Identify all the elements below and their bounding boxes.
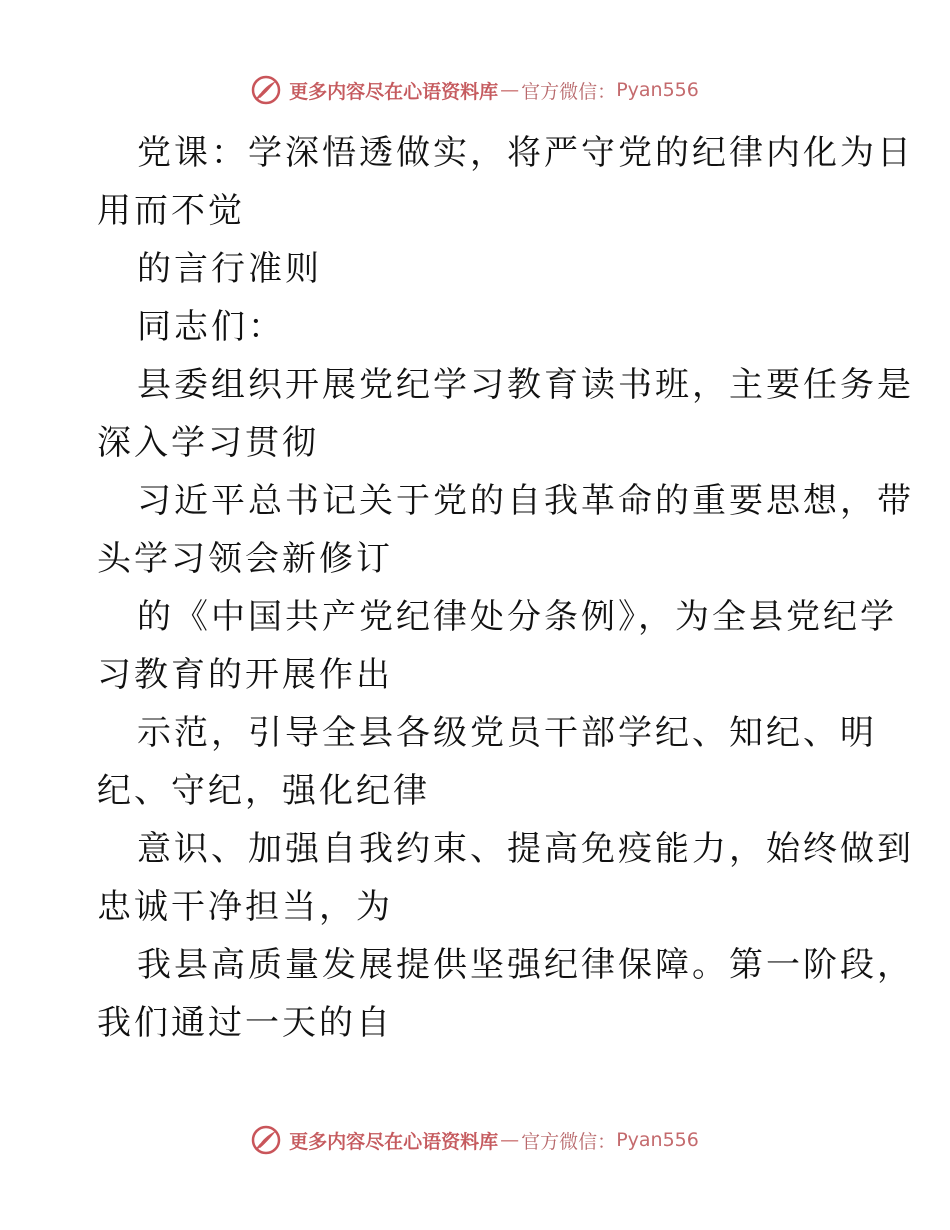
text-line: 我们通过一天的自 <box>97 1003 393 1043</box>
footer-watermark <box>0 1120 950 1160</box>
watermark-dash: — <box>500 1129 520 1151</box>
text-line: 我县高质量发展提供坚强纪律保障。第一阶段， <box>137 945 914 985</box>
watermark-label: 官方微信： <box>521 1130 617 1153</box>
document-body <box>97 124 914 1052</box>
watermark-dash: — <box>500 79 520 101</box>
text-line: 意识、加强自我约束、提高免疫能力，始终做到 <box>137 829 914 869</box>
watermark-brand: 更多内容尽在心语资料库 <box>289 80 499 103</box>
text-line: 深入学习贯彻 <box>97 423 319 463</box>
text-line: 习教育的开展作出 <box>97 655 393 695</box>
text-line: 习近平总书记关于党的自我革命的重要思想，带 <box>137 481 914 521</box>
text-line: 县委组织开展党纪学习教育读书班，主要任务是 <box>137 365 914 405</box>
watermark-id: Pyan556 <box>616 1129 699 1151</box>
text-line: 纪、守纪，强化纪律 <box>97 771 430 811</box>
watermark-id: Pyan556 <box>616 79 699 101</box>
text-line: 党课：学深悟透做实，将严守党的纪律内化为日 <box>137 133 914 173</box>
text-line: 的言行准则 <box>137 249 322 289</box>
text-line: 忠诚干净担当，为 <box>97 887 393 927</box>
watermark-brand: 更多内容尽在心语资料库 <box>289 1130 499 1153</box>
quill-logo-icon <box>251 75 281 105</box>
text-line: 的《中国共产党纪律处分条例》，为全县党纪学 <box>137 597 897 637</box>
text-line: 同志们： <box>137 307 285 347</box>
text-line: 头学习领会新修订 <box>97 539 393 579</box>
header-watermark <box>0 70 950 110</box>
watermark-label: 官方微信： <box>521 80 617 103</box>
text-line: 用而不觉 <box>97 191 245 231</box>
text-line: 示范，引导全县各级党员干部学纪、知纪、明 <box>137 713 877 753</box>
quill-logo-icon <box>251 1125 281 1155</box>
